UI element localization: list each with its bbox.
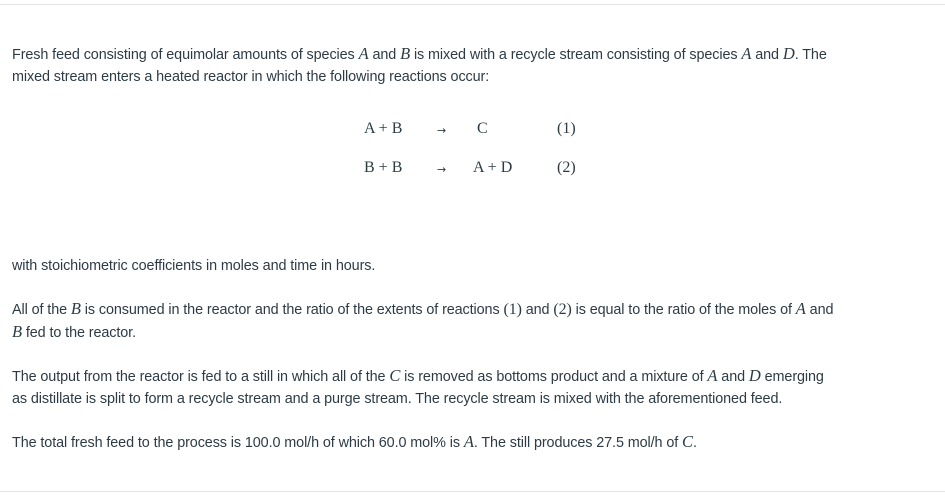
intro-text: is mixed with a recycle stream consisting of species (410, 47, 742, 63)
reaction-2-products: A + D (473, 159, 513, 176)
intro-text: and (368, 47, 401, 63)
species-a: A (741, 44, 752, 63)
stoich-paragraph: with stoichiometric coefficients in moles and time in hours. (12, 258, 376, 274)
still-paragraph (12, 365, 932, 410)
species-b: B (12, 322, 22, 341)
intro-text: mixed stream enters a heated reactor in which the following reactions occur: (12, 69, 490, 85)
still-text: as distillate is split to form a recycle stream and a purge stream. The recycle stream is mixed with the aforementioned feed. (12, 391, 783, 407)
reaction-1-products: C (477, 120, 488, 137)
consumed-paragraph (12, 298, 932, 344)
species-c: C (682, 432, 693, 451)
species-b: B (70, 299, 81, 318)
feed-paragraph (12, 431, 932, 454)
reaction-2-number: (2) (557, 159, 576, 176)
consumed-text: All of the (12, 302, 71, 318)
species-d: D (782, 44, 795, 63)
feed-text: The total fresh feed to the process is 100.0 mol/h of which 60.0 mol% is (12, 435, 464, 451)
reaction-1-arrow: → (437, 124, 447, 137)
reaction-ref-1: (1) (503, 301, 522, 318)
reaction-2-arrow: → (437, 163, 447, 176)
consumed-text: is equal to the ratio of the moles of (571, 302, 796, 318)
intro-text: . The (794, 47, 827, 63)
reaction-2-reactants: B + B (364, 159, 403, 176)
consumed-text: and (805, 302, 834, 318)
consumed-text: and (521, 302, 554, 318)
still-text: is removed as bottoms product and a mixture of (400, 369, 708, 385)
still-text: emerging (760, 369, 824, 385)
reaction-1-reactants: A + B (364, 120, 403, 137)
bottom-divider (0, 491, 945, 492)
top-divider (0, 4, 945, 5)
intro-text: and (751, 47, 783, 63)
intro-text: Fresh feed consisting of equimolar amounts of species (12, 47, 359, 63)
species-a: A (795, 299, 806, 318)
species-a: A (463, 432, 474, 451)
species-b: B (400, 44, 411, 63)
species-a: A (707, 366, 718, 385)
reaction-ref-2: (2) (553, 301, 572, 318)
consumed-text: fed to the reactor. (21, 325, 136, 341)
species-a: A (358, 44, 369, 63)
feed-text: . (692, 435, 697, 451)
intro-paragraph (12, 43, 932, 88)
species-c: C (389, 366, 401, 385)
consumed-text: is consumed in the reactor and the ratio of the extents of reactions (80, 302, 504, 318)
still-text: The output from the reactor is fed to a still in which all of the (12, 369, 390, 385)
reaction-1-number: (1) (557, 120, 576, 137)
feed-text: . The still produces 27.5 mol/h of (473, 435, 683, 451)
species-d: D (748, 366, 761, 385)
still-text: and (717, 369, 749, 385)
